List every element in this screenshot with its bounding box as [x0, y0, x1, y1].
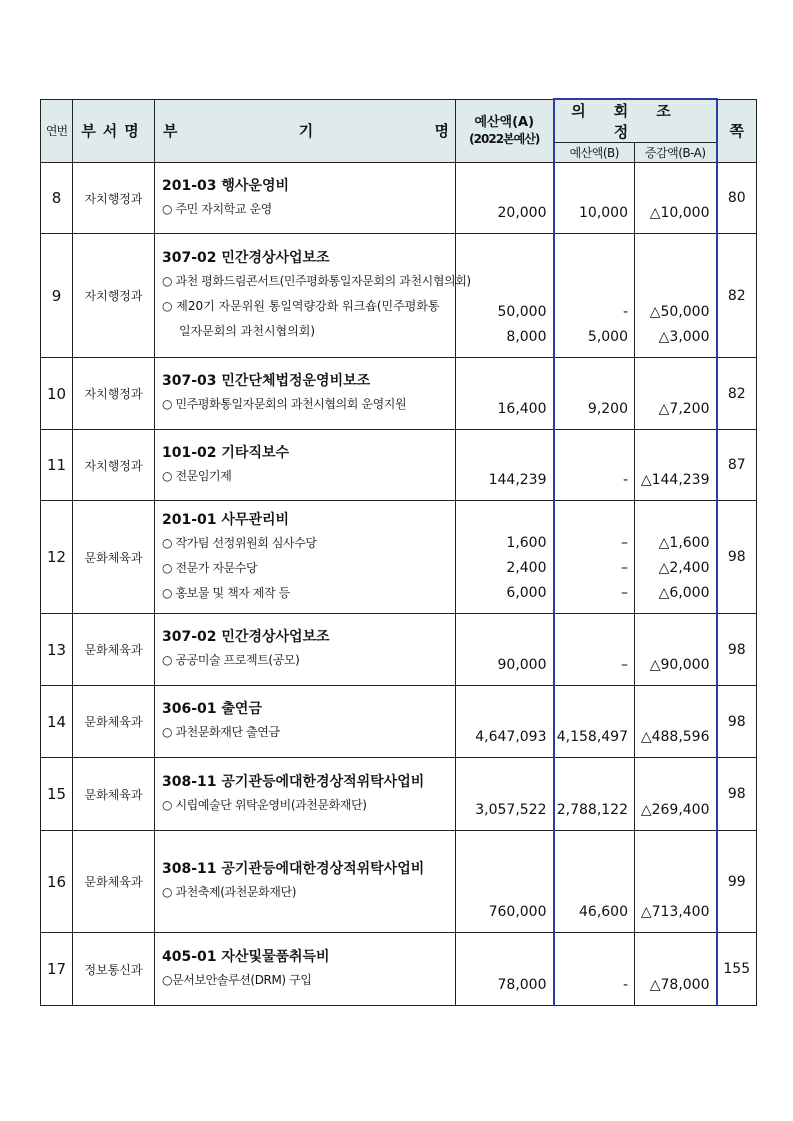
council-diff-value: △3,000 [658, 329, 710, 345]
header-council-budget: 예산액(B) [554, 143, 635, 163]
row-description [155, 614, 456, 686]
council-budget-b-value: - [622, 977, 628, 993]
row-description [155, 430, 456, 501]
row-page: 98 [717, 501, 757, 614]
row-department: 문화체육과 [73, 758, 155, 831]
row-page: 98 [717, 686, 757, 758]
sub-item: ○ 과천축제(과천문화재단) [162, 885, 296, 899]
council-budget-b [554, 614, 635, 686]
row-department: 문화체육과 [73, 501, 155, 614]
sub-item: ○ 시립예술단 위탁운영비(과천문화재단) [162, 797, 367, 812]
row-department: 문화체육과 [73, 831, 155, 933]
council-budget-b-value: 9,200 [587, 401, 628, 417]
council-diff-value: △10,000 [649, 205, 710, 221]
table-row [41, 831, 757, 933]
table-row [41, 163, 757, 234]
item-title: 307-03 민간단체법정운영비보조 [162, 373, 371, 389]
budget-a-value: 16,400 [497, 401, 547, 417]
budget-adjustment-table [40, 98, 757, 1006]
budget-a-value: 144,239 [488, 472, 547, 488]
council-diff-value: △7,200 [658, 401, 710, 417]
sub-item: ○ 전문임기제 [162, 468, 232, 483]
table-row [41, 358, 757, 430]
row-number: 12 [41, 501, 73, 614]
budget-a-value: 8,000 [506, 329, 547, 345]
budget-a [456, 430, 554, 501]
council-budget-b-value: - [622, 304, 628, 320]
council-diff-value: △50,000 [649, 304, 710, 320]
budget-a-value: 20,000 [497, 205, 547, 221]
budget-a-value: 6,000 [506, 585, 547, 601]
row-page: 80 [717, 163, 757, 234]
row-department: 문화체육과 [73, 686, 155, 758]
row-description [155, 933, 456, 1006]
sub-item: ○ 민주평화통일자문회의 과천시협의회 운영지원 [162, 397, 407, 411]
table-row [41, 933, 757, 1006]
council-diff-value: △713,400 [640, 904, 710, 920]
budget-a-value: 2,400 [506, 560, 547, 576]
row-department: 자치행정과 [73, 234, 155, 358]
header-desc-left: 부 [163, 122, 178, 141]
sub-item: ○ 제20기 자문위원 통일역량강화 워크숍(민주평화통일자문회의 과천시협의회) [162, 299, 440, 338]
council-budget-b-value: 4,158,497 [556, 729, 628, 745]
row-number: 8 [41, 163, 73, 234]
row-page: 99 [717, 831, 757, 933]
row-description [155, 358, 456, 430]
council-diff-value: △269,400 [640, 802, 710, 818]
item-title: 101-02 기타직보수 [162, 444, 290, 461]
row-department: 자치행정과 [73, 163, 155, 234]
budget-a [456, 686, 554, 758]
budget-a [456, 758, 554, 831]
header-page: 쪽 [717, 99, 757, 163]
item-title: 405-01 자산및물품취득비 [162, 948, 330, 965]
council-budget-b-value: – [621, 657, 628, 673]
council-diff [635, 501, 717, 614]
row-department: 자치행정과 [73, 358, 155, 430]
row-page: 87 [717, 430, 757, 501]
row-description [155, 163, 456, 234]
row-number: 15 [41, 758, 73, 831]
sub-item: ○ 과천 평화드림콘서트(민주평화통일자문회의 과천시협의회) [162, 274, 471, 288]
council-diff-value: △144,239 [640, 472, 710, 488]
sub-item: ○ 홍보물 및 책자 제작 등 [162, 585, 290, 600]
item-title: 201-01 사무관리비 [162, 511, 290, 528]
row-number: 9 [41, 234, 73, 358]
row-page: 98 [717, 758, 757, 831]
header-budget-a-label: 예산액(A) [474, 114, 535, 130]
budget-a [456, 614, 554, 686]
table-row [41, 501, 757, 614]
council-diff [635, 933, 717, 1006]
budget-a-value: 3,057,522 [475, 802, 547, 818]
council-budget-b-value: 2,788,122 [556, 802, 628, 818]
sub-item: ○ 공공미술 프로젝트(공모) [162, 653, 300, 667]
row-number: 10 [41, 358, 73, 430]
council-diff [635, 686, 717, 758]
budget-a-value: 50,000 [497, 304, 547, 320]
table-row [41, 614, 757, 686]
row-page: 82 [717, 358, 757, 430]
council-diff-value: △6,000 [658, 585, 710, 601]
row-department: 정보통신과 [73, 933, 155, 1006]
council-diff [635, 758, 717, 831]
council-diff [635, 831, 717, 933]
row-number: 17 [41, 933, 73, 1006]
item-title: 307-02 민간경상사업보조 [162, 629, 330, 645]
item-title: 306-01 출연금 [162, 701, 262, 717]
table-row [41, 234, 757, 358]
council-budget-b-value: – [621, 585, 628, 601]
row-description [155, 234, 471, 358]
budget-a [456, 501, 554, 614]
item-title: 307-02 민간경상사업보조 [162, 250, 330, 266]
council-budget-b [554, 686, 635, 758]
sub-item: ○ 과천문화재단 출연금 [162, 725, 280, 739]
council-budget-b-value: - [622, 472, 628, 488]
header-council: 의회조정 [554, 99, 717, 143]
council-budget-b-value: – [621, 560, 628, 576]
row-number: 13 [41, 614, 73, 686]
budget-a-value: 1,600 [506, 535, 547, 551]
budget-a [456, 358, 554, 430]
council-budget-b [554, 501, 635, 614]
item-title: 201-03 행사운영비 [162, 177, 290, 194]
council-budget-b [554, 163, 635, 234]
sub-item: ○ 주민 자치학교 운영 [162, 201, 272, 216]
council-diff-value: △78,000 [649, 977, 710, 993]
council-diff [635, 614, 717, 686]
header-no: 연번 [41, 99, 73, 163]
budget-a-value: 78,000 [497, 977, 547, 993]
row-page: 82 [717, 234, 757, 358]
budget-a-value: 4,647,093 [475, 729, 547, 745]
council-budget-b-value: – [621, 535, 628, 551]
council-budget-b [554, 831, 635, 933]
council-diff [635, 163, 717, 234]
council-diff-value: △488,596 [640, 729, 710, 745]
budget-a [456, 831, 554, 933]
sub-item: ○ 작가팀 선정위원회 심사수당 [162, 535, 317, 550]
council-diff [635, 430, 717, 501]
row-page: 155 [717, 933, 757, 1006]
header-budget-a-sub: (2022본예산) [469, 131, 540, 146]
council-budget-b [554, 234, 635, 358]
header-council-diff: 증감액(B-A) [635, 143, 717, 163]
table-row [41, 758, 757, 831]
table-row [41, 686, 757, 758]
budget-a [456, 163, 554, 234]
header-budget-a [456, 99, 554, 163]
row-department: 문화체육과 [73, 614, 155, 686]
council-diff-value: △2,400 [658, 560, 710, 576]
budget-a [456, 933, 554, 1006]
council-diff-value: △1,600 [658, 535, 710, 551]
council-budget-b [554, 358, 635, 430]
council-budget-b [554, 430, 635, 501]
sub-item: ○문서보안솔루션(DRM) 구입 [162, 972, 312, 987]
row-page: 98 [717, 614, 757, 686]
council-diff [635, 358, 717, 430]
header-desc-mid: 기 [298, 122, 314, 141]
council-diff [635, 234, 717, 358]
council-budget-b [554, 933, 635, 1006]
row-department: 자치행정과 [73, 430, 155, 501]
budget-a-value: 90,000 [497, 657, 547, 673]
item-title: 308-11 공기관등에대한경상적위탁사업비 [162, 861, 425, 877]
council-budget-b [554, 758, 635, 831]
table-row [41, 430, 757, 501]
header-dept: 부서명 [73, 99, 155, 163]
row-description [155, 831, 456, 933]
header-desc [155, 99, 456, 163]
row-number: 11 [41, 430, 73, 501]
council-diff-value: △90,000 [649, 657, 710, 673]
row-description [155, 501, 456, 614]
row-description [155, 686, 456, 758]
budget-a-value: 760,000 [488, 904, 547, 920]
item-title: 308-11 공기관등에대한경상적위탁사업비 [162, 773, 425, 790]
council-budget-b-value: 46,600 [579, 904, 628, 920]
header-desc-right: 명 [434, 122, 449, 141]
budget-a [456, 234, 554, 358]
sub-item: ○ 전문가 자문수당 [162, 560, 258, 575]
council-budget-b-value: 5,000 [587, 329, 628, 345]
row-number: 14 [41, 686, 73, 758]
row-number: 16 [41, 831, 73, 933]
row-description [155, 758, 456, 831]
council-budget-b-value: 10,000 [579, 205, 628, 221]
